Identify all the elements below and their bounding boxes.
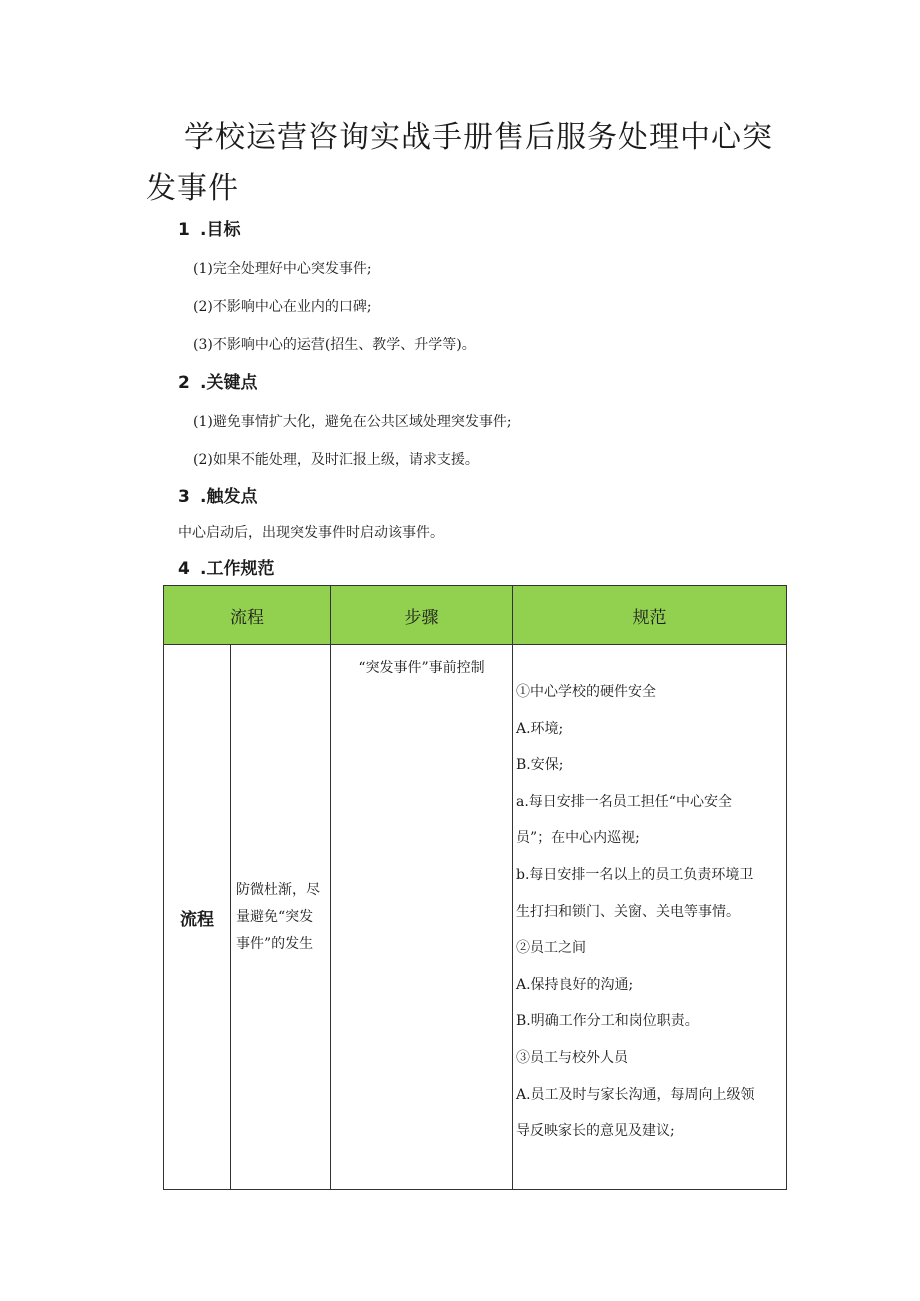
section-heading-work-spec bbox=[178, 558, 274, 580]
section-title: .触发点 bbox=[200, 487, 258, 507]
header-step: 步骤 bbox=[331, 586, 513, 645]
spec-line: b.每日安排一名以上的员工负责环境卫 bbox=[516, 866, 754, 883]
spec-line: B.安保; bbox=[516, 757, 564, 774]
goal-item: (2)不影响中心在业内的口碑; bbox=[193, 299, 372, 315]
document-title: 学校运营咨询实战手册售后服务处理中心突发事件 bbox=[146, 120, 773, 206]
section-heading-goal bbox=[178, 219, 240, 241]
spec-cell bbox=[513, 645, 787, 1190]
prevention-cell: 防微杜渐，尽量避免“突发事件”的发生 bbox=[231, 645, 331, 1190]
section-number: 2 bbox=[178, 373, 190, 393]
section-number: 1 bbox=[178, 220, 190, 240]
section-heading-trigger bbox=[178, 486, 257, 508]
spec-line: ①中心学校的硬件安全 bbox=[516, 684, 656, 700]
work-spec-table bbox=[163, 585, 787, 1190]
spec-line: 导反映家长的意见及建议; bbox=[516, 1123, 675, 1140]
header-spec: 规范 bbox=[513, 586, 787, 645]
flow-cell: 流程 bbox=[164, 645, 231, 1190]
trigger-paragraph: 中心启动后，出现突发事件时启动该事件。 bbox=[178, 525, 444, 541]
section-title: .关键点 bbox=[200, 373, 258, 393]
goal-item: (1)完全处理好中心突发事件; bbox=[193, 261, 372, 277]
spec-line: B.明确工作分工和岗位职责。 bbox=[516, 1013, 699, 1030]
spec-line: A.员工及时与家长沟通，每周向上级领 bbox=[516, 1086, 755, 1103]
key-point-item: (2)如果不能处理，及时汇报上级，请求支援。 bbox=[193, 452, 479, 468]
step-cell: “突发事件”事前控制 bbox=[331, 645, 513, 1190]
section-title: .目标 bbox=[200, 220, 241, 240]
goal-item: (3)不影响中心的运营(招生、教学、升学等)。 bbox=[193, 337, 476, 353]
section-title: .工作规范 bbox=[200, 559, 275, 579]
key-point-item: (1)避免事情扩大化，避免在公共区域处理突发事件; bbox=[193, 414, 512, 430]
spec-line: A.环境; bbox=[516, 720, 564, 737]
section-number: 3 bbox=[178, 487, 190, 507]
table-row bbox=[164, 645, 787, 1190]
spec-line: A.保持良好的沟通; bbox=[516, 976, 634, 993]
table-header-row bbox=[164, 586, 787, 645]
section-number: 4 bbox=[178, 559, 190, 579]
spec-line: ③员工与校外人员 bbox=[516, 1049, 628, 1066]
header-flow: 流程 bbox=[164, 586, 331, 645]
spec-line: 员”；在中心内巡视; bbox=[516, 830, 640, 847]
spec-line: ②员工之间 bbox=[516, 940, 586, 957]
spec-line: 生打扫和锁门、关窗、关电等事情。 bbox=[516, 903, 740, 920]
section-heading-key-points bbox=[178, 372, 257, 394]
spec-line: a.每日安排一名员工担任“中心安全 bbox=[516, 793, 732, 810]
